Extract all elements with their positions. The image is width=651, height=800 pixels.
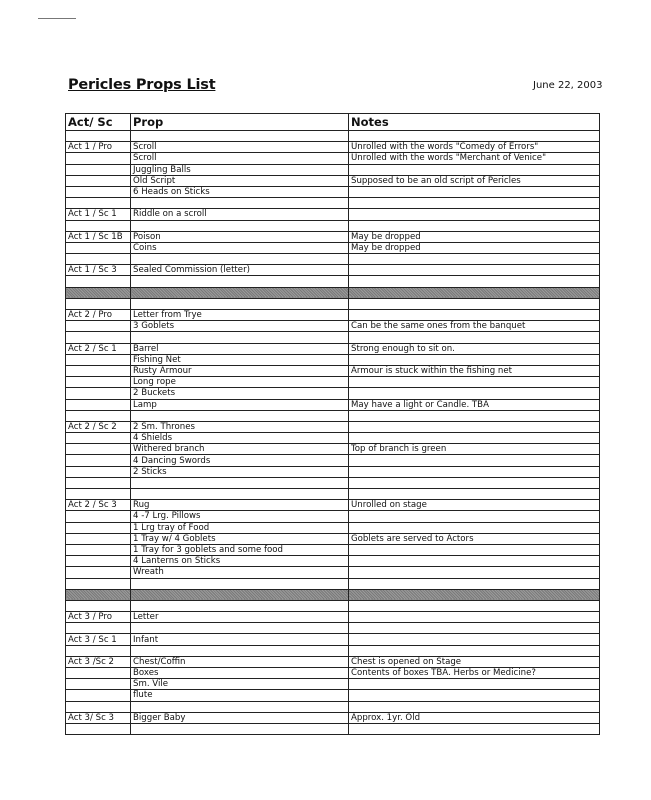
- prop-cell: Scroll: [131, 153, 349, 164]
- notes-cell: [349, 164, 600, 175]
- prop-cell: Long rope: [131, 377, 349, 388]
- table-row: [66, 679, 600, 690]
- table-row: [66, 242, 600, 253]
- act-scene-cell: [66, 522, 131, 533]
- notes-cell: [349, 310, 600, 321]
- prop-cell: Riddle on a scroll: [131, 209, 349, 220]
- act-scene-cell: [66, 556, 131, 567]
- table-row: [66, 656, 600, 667]
- prop-cell: [131, 600, 349, 611]
- prop-cell: 4 Lanterns on Sticks: [131, 556, 349, 567]
- notes-cell: [349, 198, 600, 209]
- notes-cell: [349, 421, 600, 432]
- notes-cell: Supposed to be an old script of Pericles: [349, 175, 600, 186]
- act-scene-cell: [66, 399, 131, 410]
- notes-cell: [349, 723, 600, 734]
- prop-cell: Withered branch: [131, 444, 349, 455]
- prop-cell: 4 Shields: [131, 433, 349, 444]
- table-row: [66, 164, 600, 175]
- table-row: [66, 298, 600, 309]
- notes-cell: May be dropped: [349, 231, 600, 242]
- act-scene-cell: Act 3 /Sc 2: [66, 656, 131, 667]
- prop-cell: Sm. Vile: [131, 679, 349, 690]
- table-row: [66, 668, 600, 679]
- prop-cell: [131, 410, 349, 421]
- prop-cell: 2 Buckets: [131, 388, 349, 399]
- notes-cell: [349, 634, 600, 645]
- section-divider-row: [66, 589, 600, 600]
- act-scene-cell: Act 2 / Sc 2: [66, 421, 131, 432]
- notes-cell: [349, 131, 600, 142]
- table-row: [66, 186, 600, 197]
- table-row: [66, 377, 600, 388]
- table-row: [66, 489, 600, 500]
- act-scene-cell: [66, 679, 131, 690]
- notes-cell: [349, 220, 600, 231]
- notes-cell: Top of branch is green: [349, 444, 600, 455]
- act-scene-cell: [66, 645, 131, 656]
- notes-cell: [349, 388, 600, 399]
- act-scene-cell: [66, 489, 131, 500]
- act-scene-cell: [66, 186, 131, 197]
- table-row: [66, 332, 600, 343]
- act-scene-cell: [66, 175, 131, 186]
- notes-cell: [349, 489, 600, 500]
- notes-cell: Unrolled on stage: [349, 500, 600, 511]
- act-scene-cell: [66, 131, 131, 142]
- act-scene-cell: [66, 567, 131, 578]
- prop-cell: [131, 578, 349, 589]
- table-row: [66, 600, 600, 611]
- notes-cell: [349, 645, 600, 656]
- act-scene-cell: [66, 701, 131, 712]
- prop-cell: [131, 254, 349, 265]
- prop-cell: flute: [131, 690, 349, 701]
- notes-cell: [349, 276, 600, 287]
- document-date: June 22, 2003: [533, 80, 603, 91]
- divider-cell: [66, 589, 131, 600]
- act-scene-cell: [66, 332, 131, 343]
- table-row: [66, 365, 600, 376]
- prop-cell: Juggling Balls: [131, 164, 349, 175]
- table-header: [66, 114, 600, 131]
- act-scene-cell: [66, 298, 131, 309]
- prop-cell: Infant: [131, 634, 349, 645]
- notes-cell: [349, 354, 600, 365]
- notes-cell: [349, 332, 600, 343]
- prop-cell: 4 Dancing Swords: [131, 455, 349, 466]
- table-row: [66, 153, 600, 164]
- table-row: [66, 466, 600, 477]
- scan-mark: [38, 18, 76, 19]
- divider-cell: [131, 589, 349, 600]
- notes-cell: [349, 544, 600, 555]
- act-scene-cell: [66, 388, 131, 399]
- act-scene-cell: Act 3 / Pro: [66, 612, 131, 623]
- notes-cell: [349, 209, 600, 220]
- table-row: [66, 612, 600, 623]
- table-row: [66, 209, 600, 220]
- prop-cell: 1 Tray w/ 4 Goblets: [131, 533, 349, 544]
- act-scene-cell: [66, 433, 131, 444]
- prop-cell: [131, 276, 349, 287]
- notes-cell: [349, 466, 600, 477]
- act-scene-cell: [66, 623, 131, 634]
- act-scene-cell: [66, 455, 131, 466]
- table-row: [66, 310, 600, 321]
- table-row: [66, 522, 600, 533]
- prop-cell: Rusty Armour: [131, 365, 349, 376]
- table-row: [66, 533, 600, 544]
- notes-cell: [349, 186, 600, 197]
- table-row: [66, 343, 600, 354]
- act-scene-cell: [66, 153, 131, 164]
- prop-cell: [131, 723, 349, 734]
- notes-cell: Can be the same ones from the banquet: [349, 321, 600, 332]
- act-scene-cell: [66, 164, 131, 175]
- prop-cell: Old Script: [131, 175, 349, 186]
- act-scene-cell: [66, 533, 131, 544]
- notes-cell: [349, 511, 600, 522]
- notes-cell: [349, 477, 600, 488]
- header-notes: Notes: [349, 114, 600, 131]
- table-row: [66, 455, 600, 466]
- notes-cell: [349, 410, 600, 421]
- divider-cell: [349, 287, 600, 298]
- notes-cell: [349, 623, 600, 634]
- table-row: [66, 511, 600, 522]
- header-act-scene: Act/ Sc: [66, 114, 131, 131]
- act-scene-cell: [66, 254, 131, 265]
- prop-cell: 2 Sm. Thrones: [131, 421, 349, 432]
- table-row: [66, 645, 600, 656]
- act-scene-cell: Act 2 / Pro: [66, 310, 131, 321]
- act-scene-cell: [66, 544, 131, 555]
- table-row: [66, 388, 600, 399]
- props-table: [65, 113, 600, 735]
- prop-cell: [131, 332, 349, 343]
- notes-cell: Goblets are served to Actors: [349, 533, 600, 544]
- prop-cell: Boxes: [131, 668, 349, 679]
- table-row: [66, 321, 600, 332]
- notes-cell: [349, 265, 600, 276]
- prop-cell: Barrel: [131, 343, 349, 354]
- prop-cell: Letter from Trye: [131, 310, 349, 321]
- act-scene-cell: Act 1 / Sc 1: [66, 209, 131, 220]
- prop-cell: Fishing Net: [131, 354, 349, 365]
- act-scene-cell: [66, 578, 131, 589]
- act-scene-cell: [66, 723, 131, 734]
- prop-cell: Lamp: [131, 399, 349, 410]
- prop-cell: Wreath: [131, 567, 349, 578]
- prop-cell: [131, 645, 349, 656]
- prop-cell: [131, 198, 349, 209]
- notes-cell: [349, 298, 600, 309]
- notes-cell: May be dropped: [349, 242, 600, 253]
- table-row: [66, 354, 600, 365]
- notes-cell: Unrolled with the words "Comedy of Errors": [349, 142, 600, 153]
- table-row: [66, 231, 600, 242]
- prop-cell: 3 Goblets: [131, 321, 349, 332]
- act-scene-cell: [66, 276, 131, 287]
- notes-cell: Strong enough to sit on.: [349, 343, 600, 354]
- prop-cell: [131, 489, 349, 500]
- table-row: [66, 175, 600, 186]
- act-scene-cell: [66, 668, 131, 679]
- prop-cell: Scroll: [131, 142, 349, 153]
- act-scene-cell: [66, 321, 131, 332]
- act-scene-cell: Act 3 / Sc 1: [66, 634, 131, 645]
- table-row: [66, 500, 600, 511]
- act-scene-cell: [66, 220, 131, 231]
- table-row: [66, 712, 600, 723]
- table-row: [66, 690, 600, 701]
- table-row: [66, 578, 600, 589]
- act-scene-cell: [66, 690, 131, 701]
- page-title: Pericles Props List: [68, 77, 216, 93]
- table-row: [66, 399, 600, 410]
- table-row: [66, 556, 600, 567]
- table-row: [66, 433, 600, 444]
- act-scene-cell: [66, 466, 131, 477]
- act-scene-cell: [66, 511, 131, 522]
- table-row: [66, 142, 600, 153]
- notes-cell: Chest is opened on Stage: [349, 656, 600, 667]
- table-row: [66, 634, 600, 645]
- act-scene-cell: Act 2 / Sc 1: [66, 343, 131, 354]
- section-divider-row: [66, 287, 600, 298]
- act-scene-cell: [66, 410, 131, 421]
- act-scene-cell: [66, 477, 131, 488]
- table-row: [66, 131, 600, 142]
- notes-cell: Armour is stuck within the fishing net: [349, 365, 600, 376]
- prop-cell: 1 Lrg tray of Food: [131, 522, 349, 533]
- notes-cell: [349, 600, 600, 611]
- prop-cell: 6 Heads on Sticks: [131, 186, 349, 197]
- notes-cell: [349, 455, 600, 466]
- divider-cell: [131, 287, 349, 298]
- notes-cell: [349, 612, 600, 623]
- notes-cell: [349, 522, 600, 533]
- notes-cell: [349, 433, 600, 444]
- act-scene-cell: [66, 365, 131, 376]
- act-scene-cell: Act 3/ Sc 3: [66, 712, 131, 723]
- prop-cell: Letter: [131, 612, 349, 623]
- act-scene-cell: Act 2 / Sc 3: [66, 500, 131, 511]
- table-row: [66, 544, 600, 555]
- prop-cell: 4 -7 Lrg. Pillows: [131, 511, 349, 522]
- notes-cell: [349, 690, 600, 701]
- prop-cell: [131, 623, 349, 634]
- prop-cell: [131, 701, 349, 712]
- act-scene-cell: Act 1 / Sc 1B: [66, 231, 131, 242]
- prop-cell: Coins: [131, 242, 349, 253]
- act-scene-cell: [66, 198, 131, 209]
- table-row: [66, 410, 600, 421]
- notes-cell: [349, 679, 600, 690]
- prop-cell: [131, 298, 349, 309]
- notes-cell: Approx. 1yr. Old: [349, 712, 600, 723]
- act-scene-cell: Act 1 / Sc 3: [66, 265, 131, 276]
- notes-cell: [349, 254, 600, 265]
- notes-cell: [349, 556, 600, 567]
- divider-cell: [66, 287, 131, 298]
- table-row: [66, 254, 600, 265]
- table-row: [66, 265, 600, 276]
- prop-cell: [131, 477, 349, 488]
- table-row: [66, 567, 600, 578]
- prop-cell: 1 Tray for 3 goblets and some food: [131, 544, 349, 555]
- act-scene-cell: [66, 600, 131, 611]
- notes-cell: [349, 578, 600, 589]
- prop-cell: [131, 131, 349, 142]
- prop-cell: Sealed Commission (letter): [131, 265, 349, 276]
- prop-cell: Bigger Baby: [131, 712, 349, 723]
- act-scene-cell: [66, 354, 131, 365]
- table-row: [66, 444, 600, 455]
- table-row: [66, 477, 600, 488]
- prop-cell: Poison: [131, 231, 349, 242]
- prop-cell: [131, 220, 349, 231]
- notes-cell: [349, 701, 600, 712]
- header-prop: Prop: [131, 114, 349, 131]
- table-row: [66, 701, 600, 712]
- prop-cell: Chest/Coffin: [131, 656, 349, 667]
- prop-cell: 2 Sticks: [131, 466, 349, 477]
- notes-cell: May have a light or Candle. TBA: [349, 399, 600, 410]
- table-row: [66, 276, 600, 287]
- notes-cell: Unrolled with the words "Merchant of Venice": [349, 153, 600, 164]
- act-scene-cell: [66, 242, 131, 253]
- table-row: [66, 198, 600, 209]
- table-row: [66, 421, 600, 432]
- table-row: [66, 220, 600, 231]
- notes-cell: [349, 567, 600, 578]
- prop-cell: Rug: [131, 500, 349, 511]
- divider-cell: [349, 589, 600, 600]
- act-scene-cell: [66, 444, 131, 455]
- act-scene-cell: [66, 377, 131, 388]
- notes-cell: [349, 377, 600, 388]
- table-row: [66, 623, 600, 634]
- notes-cell: Contents of boxes TBA. Herbs or Medicine?: [349, 668, 600, 679]
- act-scene-cell: Act 1 / Pro: [66, 142, 131, 153]
- table-row: [66, 723, 600, 734]
